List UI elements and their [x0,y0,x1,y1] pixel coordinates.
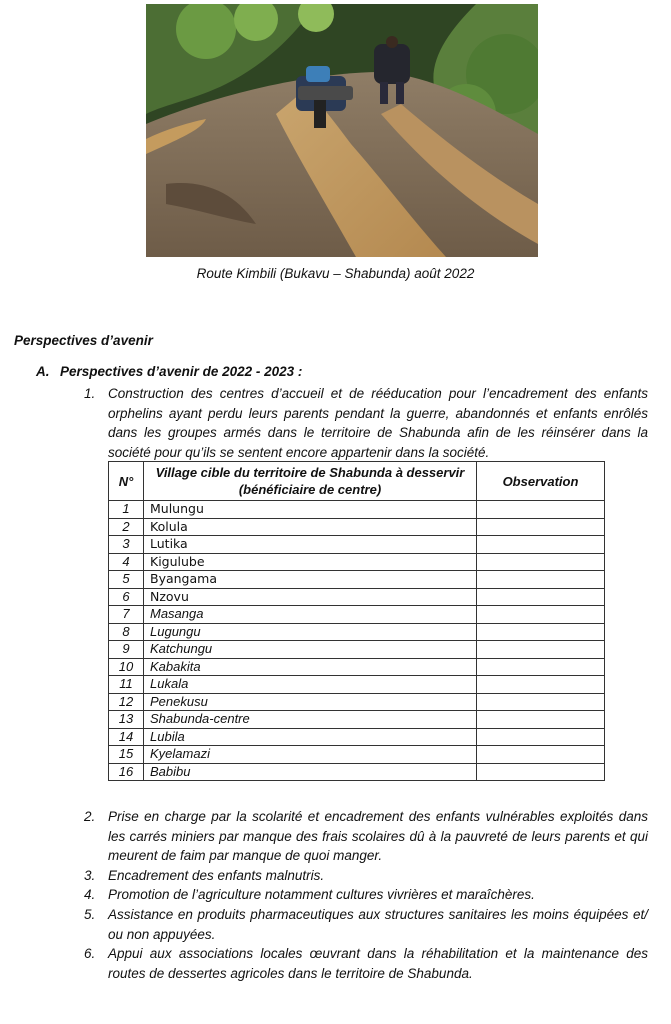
row-number: 15 [109,746,144,764]
section-heading: Perspectives d’avenir [14,333,153,348]
row-village: Kolula [144,518,477,536]
row-observation [477,728,605,746]
list-item-number: 4. [84,887,96,902]
list-item [84,944,648,983]
table-row [109,693,605,711]
list-item-text: Promotion de l’agriculture notamment cultures vivrières et maraîchères. [108,887,535,902]
list-item [84,384,648,462]
table-row [109,623,605,641]
table-header-row [109,462,605,501]
row-number: 6 [109,588,144,606]
row-number: 11 [109,676,144,694]
table-row [109,588,605,606]
row-observation [477,553,605,571]
row-number: 3 [109,536,144,554]
table-row [109,641,605,659]
subsection-letter: A. [36,364,50,379]
row-number: 9 [109,641,144,659]
list-item-text: Assistance en produits pharmaceutiques aux structures sanitaires les moins équipées et/ ou non appuyées. [108,907,648,942]
road-photo [146,4,538,257]
list-item-number: 5. [84,907,96,922]
row-village: Babibu [144,763,477,781]
list-item-text: Prise en charge par la scolarité et encadrement des enfants vulnérables exploités dans les carrés miniers par manque des frais scolaires dû à la pauvreté de leurs parents et qui meurent de faim par manque de quoi manger. [108,809,648,863]
table-row [109,518,605,536]
row-observation [477,658,605,676]
table-row [109,763,605,781]
table-row [109,501,605,519]
muddy-road-image [146,4,538,257]
row-village: Penekusu [144,693,477,711]
row-number: 4 [109,553,144,571]
table-row [109,676,605,694]
list-item [84,885,648,905]
row-number: 7 [109,606,144,624]
row-village: Lubila [144,728,477,746]
row-observation [477,641,605,659]
table-row [109,553,605,571]
row-observation [477,676,605,694]
table-row [109,658,605,676]
photo-caption: Route Kimbili (Bukavu – Shabunda) août 2022 [196,266,475,281]
row-observation [477,763,605,781]
row-observation [477,623,605,641]
header-number: N° [109,462,144,501]
list-item-number: 2. [84,809,96,824]
row-village: Kabakita [144,658,477,676]
row-village: Byangama [144,571,477,589]
row-village: Mulungu [144,501,477,519]
header-village: Village cible du territoire de Shabunda à desservir (bénéficiaire de centre) [144,462,477,501]
row-observation [477,536,605,554]
row-observation [477,501,605,519]
list-item [84,866,648,886]
row-number: 5 [109,571,144,589]
table-row [109,728,605,746]
row-village: Kyelamazi [144,746,477,764]
row-observation [477,571,605,589]
table-row [109,536,605,554]
row-village: Kigulube [144,553,477,571]
row-number: 8 [109,623,144,641]
village-table [108,461,605,781]
row-number: 13 [109,711,144,729]
row-observation [477,588,605,606]
table-row [109,711,605,729]
row-village: Katchungu [144,641,477,659]
row-village: Shabunda-centre [144,711,477,729]
row-observation [477,518,605,536]
table-row [109,746,605,764]
table-row [109,571,605,589]
subsection-title: Perspectives d’avenir de 2022 - 2023 : [60,364,303,379]
subsection-heading [36,364,302,379]
list-item-text: Appui aux associations locales œuvrant dans la réhabilitation et la maintenance des routes de dessertes agricoles dans le territoire de Shabunda. [108,946,648,981]
row-number: 16 [109,763,144,781]
list-item-number: 6. [84,946,96,961]
list-item-number: 3. [84,868,96,883]
row-number: 1 [109,501,144,519]
header-observation: Observation [477,462,605,501]
row-village: Nzovu [144,588,477,606]
row-observation [477,693,605,711]
list-item-number: 1. [84,386,96,401]
row-number: 10 [109,658,144,676]
row-number: 2 [109,518,144,536]
row-observation [477,606,605,624]
row-village: Lugungu [144,623,477,641]
list-item [84,905,648,944]
row-number: 14 [109,728,144,746]
list-item [84,807,648,866]
row-observation [477,711,605,729]
table-row [109,606,605,624]
row-village: Masanga [144,606,477,624]
row-village: Lukala [144,676,477,694]
list-item-text: Construction des centres d’accueil et de rééducation pour l’encadrement des enfants orphelins ayant perdu leurs parents pendant la guerre, abandonnés et enfants enrôlés dans les groupes armés dans le territoire de Shabunda afin de les réinsérer dans la société pour qu’ils se sentent encore appartenir dans la société. [108,386,648,460]
list-item-text: Encadrement des enfants malnutris. [108,868,325,883]
row-observation [477,746,605,764]
row-village: Lutika [144,536,477,554]
row-number: 12 [109,693,144,711]
